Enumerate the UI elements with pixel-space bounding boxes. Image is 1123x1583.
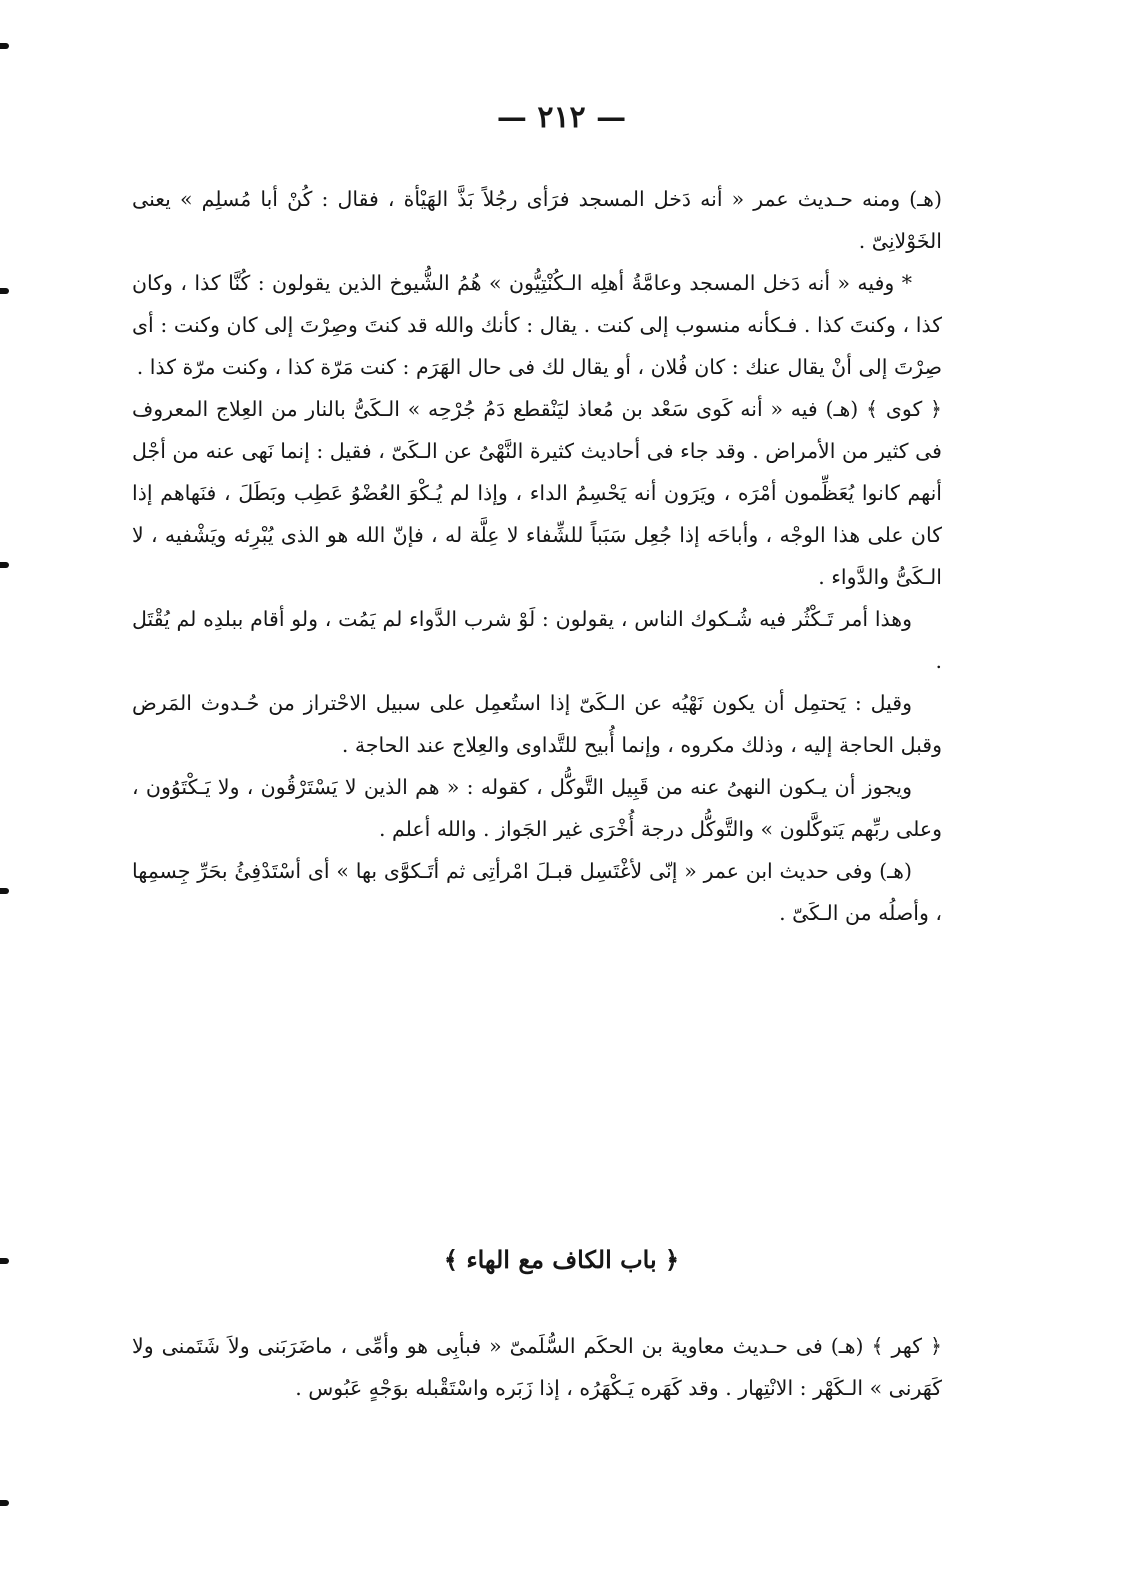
section-heading: ﴿ باب الكاف مع الهاء ﴾ bbox=[443, 1245, 680, 1274]
scan-margin-mark bbox=[0, 43, 9, 49]
page-number: — ٢١٢ — bbox=[496, 100, 627, 135]
paragraph: ﴿ كوى ﴾ (هـ) فيه « أنه كَوى سَعْد بن مُعاذ ليَنْقطع دَمُ جُرْحِه » الـكَىُّ بالنار من العِلاج المعروف فى كثير من الأمراض . وقد جاء فى أحاديث كثيرة النَّهْىُ عن الـكَىّ ، فقيل : إنما نَهى عنه من أجْل أنهم كانوا يُعَظِّمون أمْرَه ، ويَرَون أنه يَحْسِمُ الداء ، وإذا لم يُـكْوَ العُضْوُ عَطِب وبَطَلَ ، فنَهاهم إذا كان على هذا الوجْه ، وأباحَه إذا جُعِل سَبَباً للشِّفاء لا عِلَّة له ، فإنّ الله هو الذى يُبْرِئه ويَشْفيه ، لا الـكَىُّ والدَّواء . bbox=[132, 397, 942, 589]
scan-margin-mark bbox=[0, 888, 9, 894]
paragraph: ويجوز أن يـكون النهىُ عنه من قَبِيل التَّوكُّل ، كقوله : « هم الذين لا يَسْتَرْقُون ، ولا يَـكْتَوُون ، وعلى ربِّهم يَتوكَّلون » والتَّوكُّل درجة أُخْرَى غير الجَواز . والله أعلم . bbox=[132, 775, 942, 841]
main-text-block bbox=[132, 178, 942, 934]
paragraph: (هـ) ومنه حـديث عمر « أنه دَخل المسجد فرَأى رجُلاً بَذَّ الهَيْأة ، فقال : كُنْ أبا مُسلِم » يعنى الخَوْلانِىّ . bbox=[132, 187, 942, 253]
scan-margin-mark bbox=[0, 562, 9, 568]
paragraph: * وفيه « أنه دَخل المسجد وعامَّةُ أهلِه الـكُنْتِيُّون » هُمُ الشُّيوخ الذين يقولون : كُنَّا كذا ، وكان كذا ، وكنتَ كذا . فـكأنه منسوب إلى كنت . يقال : كأنك والله قد كنتَ وصِرْتَ إلى كان وكنت : أى صِرْتَ إلى أنْ يقال عنك : كان فُلان ، أو يقال لك فى حال الهَرَم : كنت مَرّة كذا ، وكنت مرّة كذا . bbox=[132, 271, 942, 379]
paragraph: ﴿ كهر ﴾ (هـ) فى حـديث معاوية بن الحكَم السُّلَمىّ « فبأبِى هو وأمِّى ، ماضَرَبَنى ولاَ شَتَمنى ولا كَهَرنى » الـكَهْر : الانْتِهار . وقد كَهَره يَـكْهَرُه ، إذا زَبَره واسْتَقْبله بوَجْهٍ عَبُوس . bbox=[132, 1334, 942, 1400]
scan-margin-mark bbox=[0, 288, 9, 294]
paragraph: وقيل : يَحتمِل أن يكون نَهْيُه عن الـكَىّ إذا استُعمِل على سبيل الاحْتراز من حُـدوث المَرض وقبل الحاجة إليه ، وذلك مكروه ، وإنما أُبيح للتَّداوى والعِلاج عند الحاجة . bbox=[132, 691, 942, 757]
scan-margin-mark bbox=[0, 1500, 9, 1506]
paragraph: (هـ) وفى حديث ابن عمر « إنّى لأغْتَسِل قبـلَ امْرأتِى ثم أتَـكوَّى بها » أى أسْتَدْفِئُ بحَرِّ جِسمِها ، وأصلُه من الـكَىّ . bbox=[132, 859, 942, 925]
paragraph: وهذا أمر تَـكْثُر فيه شُـكوك الناس ، يقولون : لَوْ شرب الدَّواء لم يَمُت ، ولو أقام ببلدِه لم يُقْتَل . bbox=[132, 607, 942, 673]
section-text-block bbox=[132, 1325, 942, 1409]
